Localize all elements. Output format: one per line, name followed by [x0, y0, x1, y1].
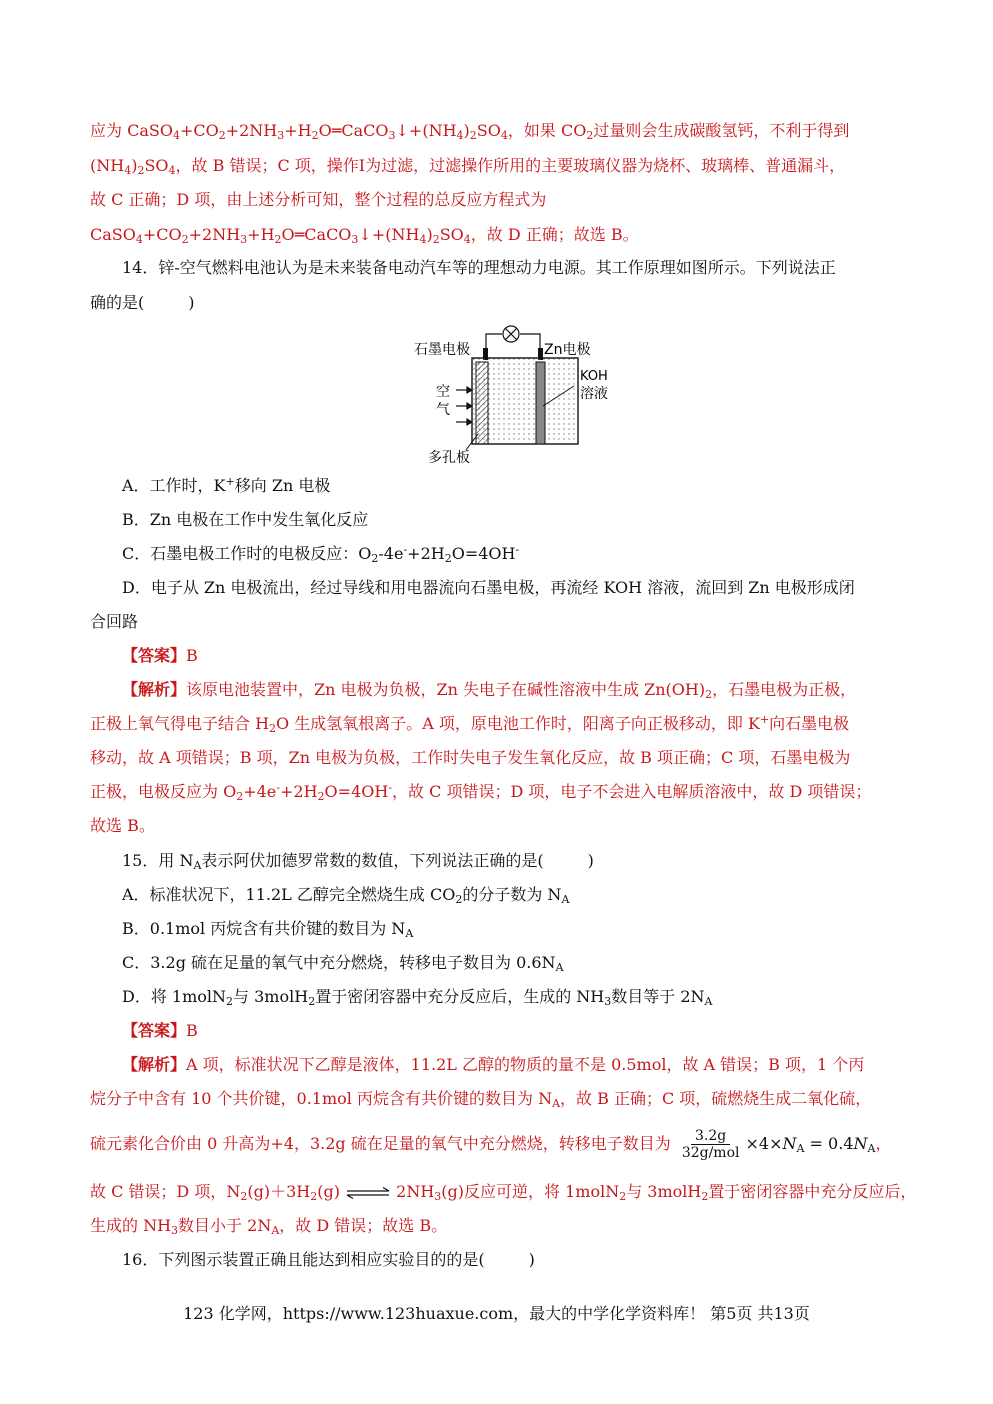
question-15-analysis: 【解析】A 项，标准状况下乙醇是液体，11.2L 乙醇的物质的量不是 0.5mol，故 A 错误；B 项，1 个丙 — [122, 1055, 865, 1074]
question-14-option-d-cont: 合回路 — [90, 612, 139, 631]
question-15-option-b: B．0.1mol 丙烷含有共价键的数目为 $N_A$ — [122, 919, 414, 940]
question-15-option-d: D．将 1molN$_2$与 3molH$_2$置于密闭容器中充分反应后，生成的 $NH_3$数目等于 $2N_A$ — [122, 987, 713, 1008]
label-zn: Zn电极 — [544, 342, 591, 358]
wire-left — [486, 334, 502, 356]
analysis-line: 应为 $CaSO_4+CO_2+2NH_3+H_2O═CaCO_3↓+(NH_4)_2SO_4$，如果 $CO_2$过量则会生成碳酸氢钙，不利于得到 — [90, 121, 850, 142]
zinc-air-battery-diagram — [412, 322, 632, 464]
question-14-option-c: C．石墨电极工作时的电极反应：$O_2-4e^-+2H_2O=4OH^-$ — [122, 543, 520, 565]
label-air-2: 气 — [436, 402, 450, 418]
analysis-line: 正极，电极反应为 $O_2+4e^-+2H_2O=4OH^-$，故 C 项错误；D 项，电子不会进入电解质溶液中，故 D 项错误； — [90, 781, 872, 803]
label-graphite: 石墨电极 — [414, 342, 470, 358]
question-15-option-a: A．标准状况下，11.2L 乙醇完全燃烧生成 $CO_2$的分子数为 $N_A$ — [122, 885, 570, 906]
question-15-answer: 【答案】B — [122, 1021, 198, 1040]
question-14-option-b: B．Zn 电极在工作中发生氧化反应 — [122, 510, 369, 529]
question-15-option-c: C．3.2g 硫在足量的氧气中充分燃烧，转移电子数目为 $0.6N_A$ — [122, 953, 564, 974]
analysis-line-with-fraction: 硫元素化合价由 0 升高为+4，3.2g 硫在足量的氧气中充分燃烧，转移电子数目为 $\frac{3.2g}{\text{32g/mol}}$ $\times 4\times N_A = 0.4N_A$， — [90, 1128, 892, 1161]
analysis-line: 故 C 正确；D 项，由上述分析可知，整个过程的总反应方程式为 — [90, 190, 547, 209]
analysis-line: $(NH_4)_2SO_4$，故 B 错误；C 项，操作Ⅰ为过滤，过滤操作所用的主要玻璃仪器为烧杯、玻璃棒、普通漏斗， — [90, 156, 846, 177]
label-solution: 溶液 — [580, 386, 608, 402]
analysis-line: 故选 B。 — [90, 816, 155, 835]
question-14-stem: 14．锌-空气燃料电池认为是未来装备电动汽车等的理想动力电源。其工作原理如图所示。下列说法正 — [122, 258, 836, 277]
air-arrows — [456, 387, 472, 425]
label-porous-plate: 多孔板 — [428, 450, 470, 464]
question-15-stem: 15．用 $N_A$表示阿伏加德罗常数的数值，下列说法正确的是( ) — [122, 851, 594, 872]
analysis-line: 移动，故 A 项错误；B 项，Zn 电极为负极，工作时失电子发生氧化反应，故 B 项正确；C 项，石墨电极为 — [90, 748, 851, 767]
page-footer: 123 化学网，https://www.123huaxue.com，最大的中学化学资料库！ 第5页 共13页 — [183, 1304, 810, 1323]
analysis-line: 故 C 错误；D 项，$N_2(g)+3H_2(g)$ $2NH_3(g)$反应可逆，将 1molN$_2$与 3molH$_2$置于密闭容器中充分反应后， — [90, 1182, 917, 1203]
analysis-line: $CaSO_4+CO_2+2NH_3+H_2O═CaCO_3↓+(NH_4)_2SO_4$，故 D 正确；故选 B。 — [90, 225, 639, 246]
label-air-1: 空 — [436, 384, 450, 400]
question-14-stem-cont: 确的是( ) — [90, 293, 195, 312]
analysis-line: 烷分子中含有 10 个共价键，0.1mol 丙烷含有共价键的数目为 $N_A$，故 B 正确；C 项，硫燃烧生成二氧化硫， — [90, 1089, 872, 1110]
reversible-arrow-icon — [345, 1187, 391, 1199]
analysis-line: 正极上氧气得电子结合 $H_2O$ 生成氢氧根离子。A 项，原电池工作时，阳离子向正极移动，即 K+向石墨电极 — [90, 713, 850, 735]
question-14-option-a: A．工作时，K+移向 Zn 电极 — [122, 475, 331, 495]
question-14-answer: 【答案】B — [122, 646, 198, 665]
fraction: $\frac{3.2g}{\text{32g/mol}}$ — [681, 1128, 740, 1161]
analysis-line: 生成的 $NH_3$数目小于 $2N_A$，故 D 错误；故选 B。 — [90, 1216, 448, 1237]
zn-electrode — [536, 362, 545, 444]
question-14-analysis: 【解析】该原电池装置中，Zn 电极为负极，Zn 失电子在碱性溶液中生成 $Zn(OH)_2$，石墨电极为正极， — [122, 680, 857, 701]
lamp-icon — [503, 326, 519, 342]
question-16-stem: 16．下列图示装置正确且能达到相应实验目的的是( ) — [122, 1250, 535, 1269]
porous-plate — [476, 362, 488, 444]
question-14-option-d: D．电子从 Zn 电极流出，经过导线和用电器流向石墨电极，再流经 KOH 溶液，流回到 Zn 电极形成闭 — [122, 578, 855, 597]
label-koh: KOH — [580, 369, 608, 384]
wire-right — [520, 334, 540, 356]
